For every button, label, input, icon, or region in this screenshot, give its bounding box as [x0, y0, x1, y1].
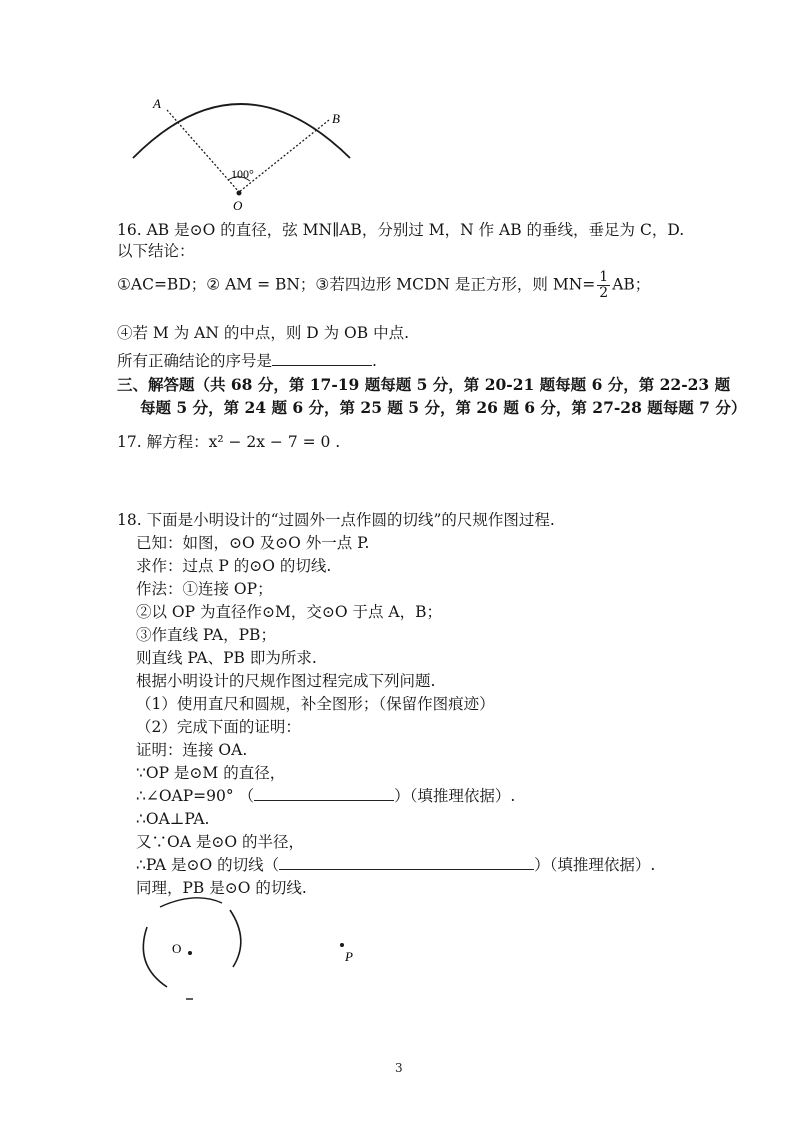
q18-intro: 18. 下面是小明设计的“过圆外一点作圆的切线”的尺规作图过程.	[117, 511, 555, 529]
q16-conclusion-text: ①AC=BD；② AM = BN；③若四边形 MCDN 是正方形，则 MN=	[117, 275, 596, 294]
label-A: A	[153, 96, 161, 111]
q15-sector-figure	[115, 80, 375, 215]
q18-method-step2: ②以 OP 为直径作⊙M，交⊙O 于点 A，B；	[136, 603, 442, 621]
center-point-O	[188, 951, 192, 955]
q18-reason-blank-2[interactable]	[279, 855, 534, 870]
q18-proof-line3	[136, 786, 515, 806]
page-number: 3	[395, 1061, 403, 1075]
q16-answer-line: 所有正确结论的序号是 .	[117, 352, 377, 370]
q18-method-step3: ③作直线 PA，PB；	[136, 626, 276, 644]
angle-label: 100°	[231, 167, 254, 181]
q18-proof-line3-text: ∴∠OAP=90° （	[136, 787, 255, 805]
q16-conclusion-tail: AB；	[612, 275, 651, 294]
q17-equation: 17. 解方程：x² − 2x − 7 = 0 .	[117, 433, 341, 451]
q16-conclusions-heading: 以下结论：	[117, 242, 195, 260]
q18-part2: （2）完成下面的证明：	[136, 718, 301, 736]
q18-method-step1: 作法：①连接 OP；	[136, 580, 273, 598]
q16-statement	[117, 220, 684, 240]
q16-line1: 16. AB 是⊙O 的直径，弦 MN∥AB，分别过 M，N 作 AB 的垂线，垂足为 C，D.	[117, 221, 685, 239]
circle-O-arc-left	[143, 927, 167, 987]
circle-O-arc-right	[230, 910, 241, 967]
label-O: O	[172, 941, 182, 956]
point-P	[340, 943, 344, 947]
q18-part1: （1）使用直尺和圆规，补全图形；（保留作图痕迹）	[136, 695, 495, 713]
radius-OB	[239, 120, 329, 192]
q18-proof-line6-tail: ）（填推理依据）.	[534, 856, 656, 874]
q18-proof-line7: 同理，PB 是⊙O 的切线.	[136, 879, 307, 897]
q18-circle-figure	[120, 885, 380, 1010]
fraction-one-half	[597, 270, 610, 301]
q18-proof-line1: 证明：连接 OA.	[136, 741, 248, 759]
q18-proof-line4: ∴OA⊥PA.	[136, 810, 210, 828]
q18-proof-line5: 又∵OA 是⊙O 的半径，	[136, 833, 304, 851]
label-B: B	[332, 111, 340, 126]
q18-proof-line2: ∵OP 是⊙M 的直径，	[136, 764, 286, 782]
q16-conclusion-4: ④若 M 为 AN 的中点，则 D 为 OB 中点.	[117, 324, 409, 342]
fraction-denominator: 2	[599, 285, 609, 301]
q18-instruction: 根据小明设计的尺规作图过程完成下列问题.	[136, 672, 436, 690]
q18-proof-line6-text: ∴PA 是⊙O 的切线（	[136, 856, 280, 874]
q16-answer-blank[interactable]	[272, 351, 372, 366]
fraction-numerator: 1	[599, 269, 609, 285]
q18-task: 求作：过点 P 的⊙O 的切线.	[136, 557, 332, 575]
q16-answer-prompt: 所有正确结论的序号是	[117, 352, 273, 370]
circle-O-arc-top	[160, 898, 222, 907]
q18-proof-line3-tail: ）（填推理依据）.	[394, 787, 516, 805]
section3-heading-line1: 三、解答题（共 68 分，第 17-19 题每题 5 分，第 20-21 题每题 6 分，第 22-23 题	[117, 375, 731, 394]
label-P: P	[345, 949, 353, 964]
q18-known: 已知：如图，⊙O 及⊙O 外一点 P.	[136, 534, 370, 552]
section3-heading-line2: 每题 5 分，第 24 题 6 分，第 25 题 5 分，第 26 题 6 分，第 27-28 题每题 7 分）	[140, 398, 747, 417]
q18-reason-blank-1[interactable]	[254, 786, 394, 801]
q18-method-result: 则直线 PA、PB 即为所求.	[136, 649, 317, 667]
sector-arc	[133, 104, 350, 158]
q16-conclusions-1-3	[117, 270, 650, 301]
center-point-O	[237, 191, 242, 196]
q18-proof-line6	[136, 855, 655, 875]
label-O: O	[233, 198, 243, 213]
